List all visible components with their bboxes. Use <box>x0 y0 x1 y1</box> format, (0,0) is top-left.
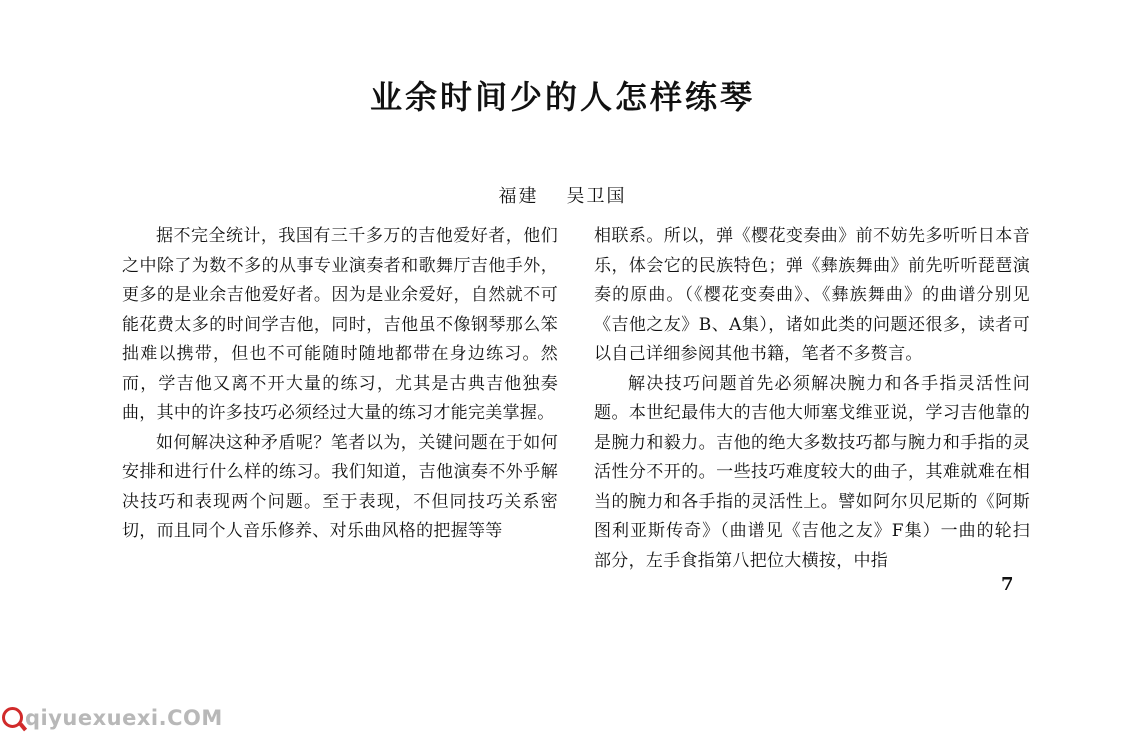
paragraph: 据不完全统计，我国有三千多万的吉他爱好者，他们之中除了为数不多的从事专业演奏者和歌舞厅吉他手外，更多的是业余吉他爱好者。因为是业余爱好，自然就不可能花费太多的时间学吉他，同时，吉他虽不像钢琴那么笨拙难以携带，但也不可能随时随地都带在身边练习。然而，学吉他又离不开大量的练习，尤其是古典吉他独奏曲，其中的许多技巧必须经过大量的练习才能完美掌握。 <box>122 226 558 423</box>
byline <box>0 182 1125 208</box>
article-title: 业余时间少的人怎样练琴 <box>369 78 755 116</box>
paragraph: 相联系。所以，弹《樱花变奏曲》前不妨先多听听日本音乐，体会它的民族特色；弹《彝族舞曲》前先听听琵琶演奏的原曲。（《樱花变奏曲》、《彝族舞曲》的曲谱分别见《吉他之友》B、A集），诸如此类的问题还很多，读者可以自己详细参阅其他书籍，笔者不多赘言。 <box>594 226 1030 364</box>
author-name: 吴卫国 <box>566 186 627 207</box>
paragraph: 解决技巧问题首先必须解决腕力和各手指灵活性问题。本世纪最伟大的吉他大师塞戈维亚说，学习吉他靠的是腕力和毅力。吉他的绝大多数技巧都与腕力和手指的灵活性分不开的。一些技巧难度较大的曲子，其难就难在相当的腕力和各手指的灵活性上。譬如阿尔贝尼斯的《阿斯图利亚斯传奇》（曲谱见《吉他之友》F集）一曲的轮扫部分，左手食指第八把位大横按，中指 <box>594 373 1030 571</box>
author-region: 福建 <box>498 186 539 207</box>
watermark-text: qiyuexuexi.COM <box>25 706 223 730</box>
right-column <box>594 222 1030 576</box>
magnifier-icon <box>2 707 23 728</box>
left-column <box>122 222 558 547</box>
page-number: 7 <box>1001 574 1014 595</box>
site-watermark <box>2 706 223 730</box>
paragraph: 如何解决这种矛盾呢？笔者以为，关键问题在于如何安排和进行什么样的练习。我们知道，吉他演奏不外乎解决技巧和表现两个问题。至于表现，不但同技巧关系密切，而且同个人音乐修养、对乐曲风格的把握等等 <box>122 432 558 541</box>
